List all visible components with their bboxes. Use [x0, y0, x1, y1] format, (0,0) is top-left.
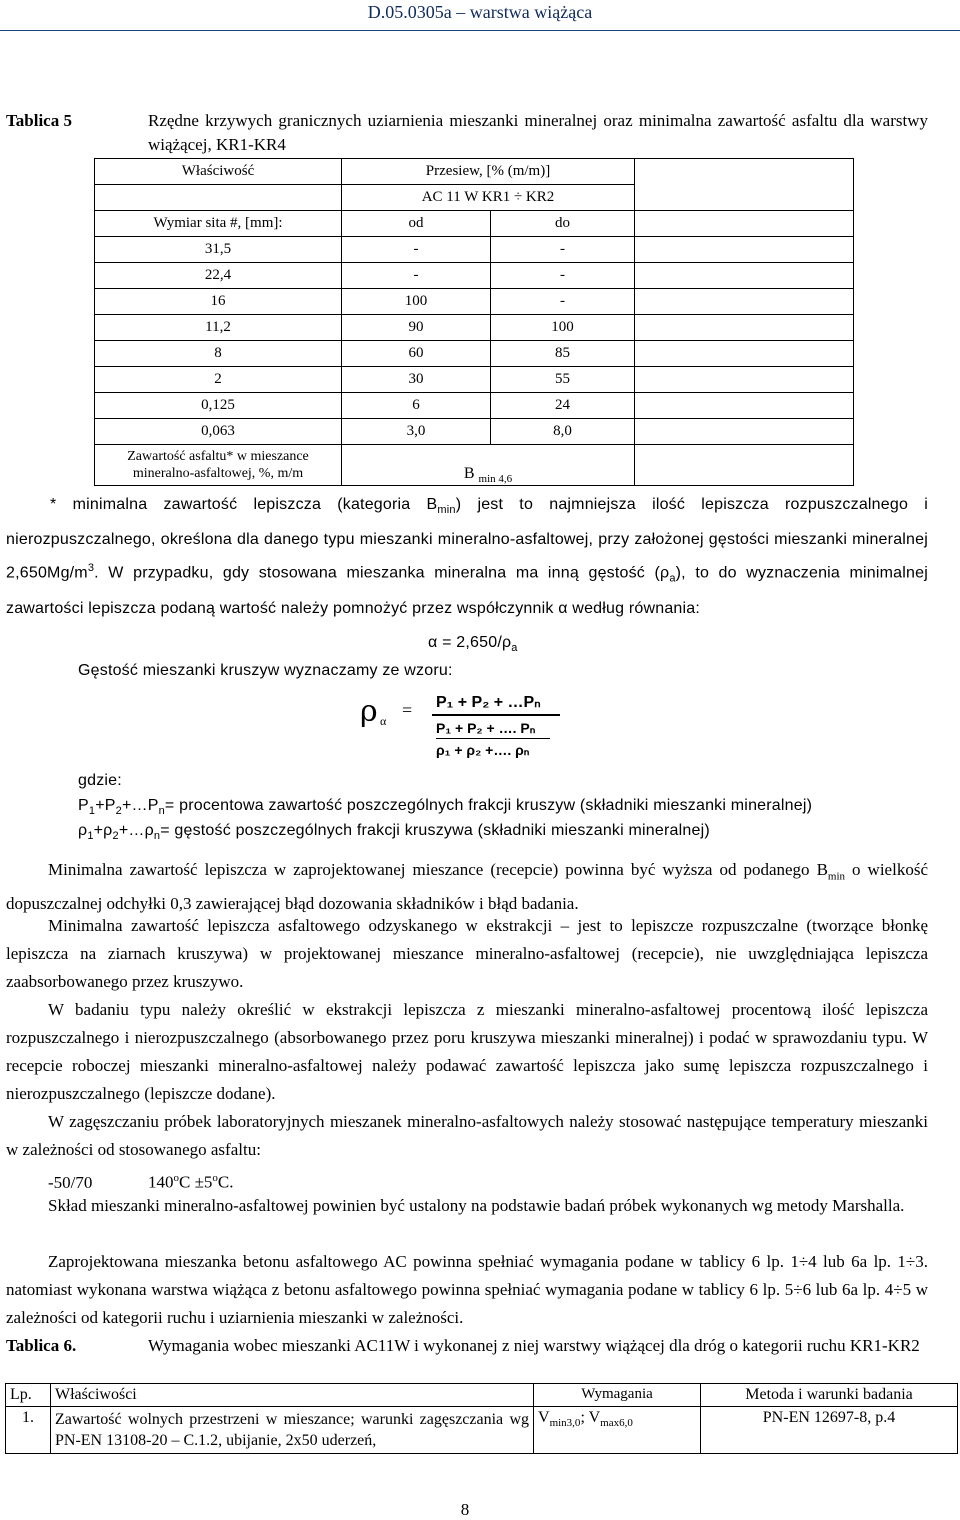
- density-line: Gęstość mieszanki kruszyw wyznaczamy ze wzoru:: [78, 662, 453, 679]
- temp-sup-2: o: [212, 1172, 218, 1184]
- t5-empty-cell: [635, 159, 854, 211]
- paragraph-compaction: W zagęszczaniu próbek laboratoryjnych mieszanek mineralno-asfaltowych należy stosować następujące temperatury mieszanki w zależności od stosowanego asfaltu:: [6, 1112, 928, 1159]
- t5-blank: [95, 185, 342, 211]
- t5-header-passing: Przesiew, [% (m/m)]: [342, 159, 635, 185]
- t5-empty-cell: [635, 315, 854, 341]
- def-p-c: +…P: [121, 797, 159, 814]
- def-p-d: = procentowa zawartość poszczególnych frakcji kruszyw (składniki mieszanki mineralnej): [164, 797, 813, 814]
- t5-empty-cell: [635, 367, 854, 393]
- p2-sub: min: [827, 870, 846, 883]
- definition-rho: $\rho_1+\rho_2+\dots\rho_n=$ gęstość poszczególnych frakcji kruszywa (składniki mieszanki mineralnej): [78, 822, 710, 843]
- t5-sieve: 31,5: [95, 237, 342, 263]
- t5-empty-cell: [635, 445, 854, 486]
- paragraph-requirements: Zaprojektowana mieszanka betonu asfaltowego AC powinna spełniać wymagania podane w tablicy 6 lp. 1÷4 lub 6a lp. 1÷3. natomiast wykonana warstwa wiążąca z betonu asfaltowego powinna spełniać wymagania podane w tablicy 6 lp. 5÷6 lub 6a lp. 4÷5 w zależności od kategorii ruchu i uziarnienia mieszanki w zależności.: [6, 1252, 928, 1327]
- formula-rho: ρ: [360, 694, 378, 729]
- t5-empty-cell: [635, 419, 854, 445]
- table5-label: Tablica 5: [6, 111, 72, 130]
- t5-sieve: 11,2: [95, 315, 342, 341]
- t5-sieve: 0,125: [95, 393, 342, 419]
- temp-end: C.: [217, 1172, 234, 1192]
- t5-sieve: 2: [95, 367, 342, 393]
- header-rule: [0, 30, 960, 31]
- t5-to-val: -: [491, 263, 635, 289]
- t5-header-property: Właściwość: [95, 159, 342, 185]
- fn-sub-a: a: [669, 572, 676, 585]
- formula-fraction-bar: [432, 714, 560, 716]
- table5: [94, 158, 854, 486]
- formula-denominator-2: ρ₁ + ρ₂ +…. ρₙ: [436, 742, 530, 758]
- temp-value: 140: [148, 1172, 174, 1192]
- t5-from-val: 3,0: [342, 419, 491, 445]
- t6-header-method: Metoda i warunki badania: [701, 1384, 958, 1407]
- fn-text-2: ) jest to najmniejsza ilość lepiszcza rozpuszczalnego i nierozpuszczalnego, określona dla danego typu mieszanki mineralno-asfaltowej, przy założonej gęstości mieszanki mineralnej 2,650Mg/m: [6, 496, 928, 582]
- t6-header-requirements: Wymagania: [534, 1384, 701, 1407]
- page-number: 8: [460, 1500, 470, 1519]
- t5-binder-b: B: [463, 464, 475, 482]
- temp-bitumen: -50/70: [48, 1172, 93, 1192]
- fn-text-3: . W przypadku, gdy stosowana mieszanka mineralna ma inną gęstość (ρ: [94, 564, 670, 582]
- t5-binder-label: [95, 445, 342, 486]
- t5-from-val: 100: [342, 289, 491, 315]
- t5-mix: AC 11 W KR1 ÷ KR2: [342, 185, 635, 211]
- t6-row1-property: Zawartość wolnych przestrzeni w mieszance; warunki zagęszczania wg PN-EN 13108-20 – C.1.2, ubijanie, 2x50 uderzeń,: [51, 1407, 534, 1454]
- def-rho-d: = gęstość poszczególnych frakcji kruszywa (składniki mieszanki mineralnej): [160, 822, 710, 839]
- def-rho-a: ρ: [78, 822, 88, 839]
- t5-from: od: [342, 211, 491, 237]
- t5-sieve: 16: [95, 289, 342, 315]
- t6-req-v1: V: [538, 1409, 550, 1426]
- fn-sub-min: min: [437, 504, 456, 517]
- t5-to-val: 24: [491, 393, 635, 419]
- t5-from-val: 6: [342, 393, 491, 419]
- fn-sup-3: 3: [87, 562, 95, 575]
- t5-binder-value: [342, 445, 635, 486]
- t6-header-property: Właściwości: [51, 1384, 534, 1407]
- t5-from-val: -: [342, 263, 491, 289]
- t5-empty-cell: [635, 341, 854, 367]
- t5-to-val: 100: [491, 315, 635, 341]
- t5-sieve: 8: [95, 341, 342, 367]
- t5-to-val: -: [491, 237, 635, 263]
- t5-from-val: 30: [342, 367, 491, 393]
- fn-text-1: * minimalna zawartość lepiszcza (kategoria B: [50, 496, 438, 513]
- t6-req-sub1: min3,0: [549, 1417, 581, 1430]
- t5-empty-cell: [635, 237, 854, 263]
- temp-sup-1: o: [173, 1172, 179, 1184]
- paragraph-extraction: Minimalna zawartość lepiszcza asfaltowego odzyskanego w ekstrakcji – jest to lepiszcze rozpuszczalne (tworzące błonkę lepiszcza na ziarnach kruszywa) w projektowanej mieszance mineralno-asfaltowej (recepcie), nie uwzględniająca lepiszcza zaabsorbowanego przez kruszywo.: [6, 916, 928, 991]
- formula-equals: =: [402, 700, 413, 720]
- t5-empty-cell: [635, 393, 854, 419]
- t5-from-val: -: [342, 237, 491, 263]
- footnote-paragraph: [6, 490, 928, 623]
- formula-denominator-1: P₁ + P₂ + …. Pₙ: [436, 720, 536, 736]
- alpha-equation: [428, 634, 518, 654]
- t5-binder-sub: min 4,6: [478, 473, 513, 485]
- t5-empty-cell: [635, 289, 854, 315]
- t5-from-val: 90: [342, 315, 491, 341]
- table5-caption: Rzędne krzywych granicznych uziarnienia mieszanki mineralnej oraz minimalna zawartość asfaltu dla warstwy wiążącej, KR1-KR4: [148, 111, 928, 154]
- table6-label: Tablica 6.: [6, 1336, 77, 1355]
- temp-mid: C ±5: [179, 1172, 213, 1192]
- t5-sieve-label: Wymiar sita #, [mm]:: [95, 211, 342, 237]
- t5-to-val: -: [491, 289, 635, 315]
- t5-to: do: [491, 211, 635, 237]
- t6-header-lp: Lp.: [6, 1384, 51, 1407]
- density-formula: [360, 690, 560, 770]
- paragraph-type-test: W badaniu typu należy określić w ekstrakcji lepiszcza z mieszanki mineralno-asfaltowej procentową ilość lepiszcza rozpuszczalnego i nierozpuszczalnego (absorbowanego przez poru kruszywa mieszanki mineralnej) i podać w sprawozdaniu typu. W recepcie roboczej mieszanki mineralno-asfaltowej należy podawać zawartość lepiszcza jako sumę lepiszcza rozpuszczalnego i nierozpuszczalnego (lepiszcze dodane).: [6, 1000, 928, 1103]
- where-label: gdzie:: [78, 772, 122, 789]
- t5-empty-cell: [635, 211, 854, 237]
- alpha-eq-text: α = 2,650/ρ: [428, 634, 512, 651]
- t6-req-v2: ; V: [580, 1409, 601, 1426]
- t6-row1-lp: 1.: [6, 1407, 51, 1454]
- table6: [5, 1383, 958, 1454]
- definition-p: $P_1+P_2+\dots P_n=$ procentowa zawartość poszczególnych frakcji kruszyw (składniki mieszanki mineralnej): [78, 797, 813, 818]
- t5-sieve: 0,063: [95, 419, 342, 445]
- t5-empty-cell: [635, 263, 854, 289]
- formula-inner-bar: [436, 738, 550, 739]
- t5-to-val: 8,0: [491, 419, 635, 445]
- t5-to-val: 85: [491, 341, 635, 367]
- def-p-a: P: [78, 797, 89, 814]
- def-rho-c: +…ρ: [118, 822, 154, 839]
- paragraph-marshall: Skład mieszanki mineralno-asfaltowej powinien być ustalony na podstawie badań próbek wykonanych wg metody Marshalla.: [48, 1196, 905, 1215]
- t6-req-sub2: max6,0: [600, 1417, 633, 1430]
- paragraph-min-binder: [6, 856, 928, 918]
- formula-rho-sub: α: [380, 714, 387, 728]
- alpha-eq-sub: a: [511, 642, 518, 655]
- table6-caption: Wymagania wobec mieszanki AC11W i wykonanej z niej warstwy wiążącej dla dróg o kategorii ruchu KR1-KR2: [148, 1336, 920, 1355]
- t6-row1-method: PN-EN 12697-8, p.4: [701, 1407, 958, 1454]
- fn-text-4: ), to do wyznaczenia minimalnej zawartości lepiszcza podaną wartość należy pomnożyć przez współczynnik α według równania:: [6, 564, 928, 617]
- t6-row1-requirement: [534, 1407, 701, 1454]
- p2-text-a: Minimalna zawartość lepiszcza w zaprojektowanej mieszance (recepcie) powinna być wyższa od podanego B: [48, 860, 828, 879]
- t5-sieve: 22,4: [95, 263, 342, 289]
- running-header: D.05.0305a – warstwa wiążąca: [367, 2, 593, 22]
- formula-numerator: P₁ + P₂ + …Pₙ: [436, 694, 541, 711]
- def-rho-b: +ρ: [93, 822, 113, 839]
- t5-binder-label-1: Zawartość asfaltu* w mieszance: [127, 449, 309, 464]
- def-p-b: +P: [95, 797, 116, 814]
- p2-text-b: o wielkość dopuszczalnej odchyłki 0,3 zawierającej błąd dozowania składników i błąd badania.: [6, 860, 928, 914]
- t5-binder-label-2: mineralno-asfaltowej, %, m/m: [132, 466, 304, 481]
- t5-from-val: 60: [342, 341, 491, 367]
- t5-to-val: 55: [491, 367, 635, 393]
